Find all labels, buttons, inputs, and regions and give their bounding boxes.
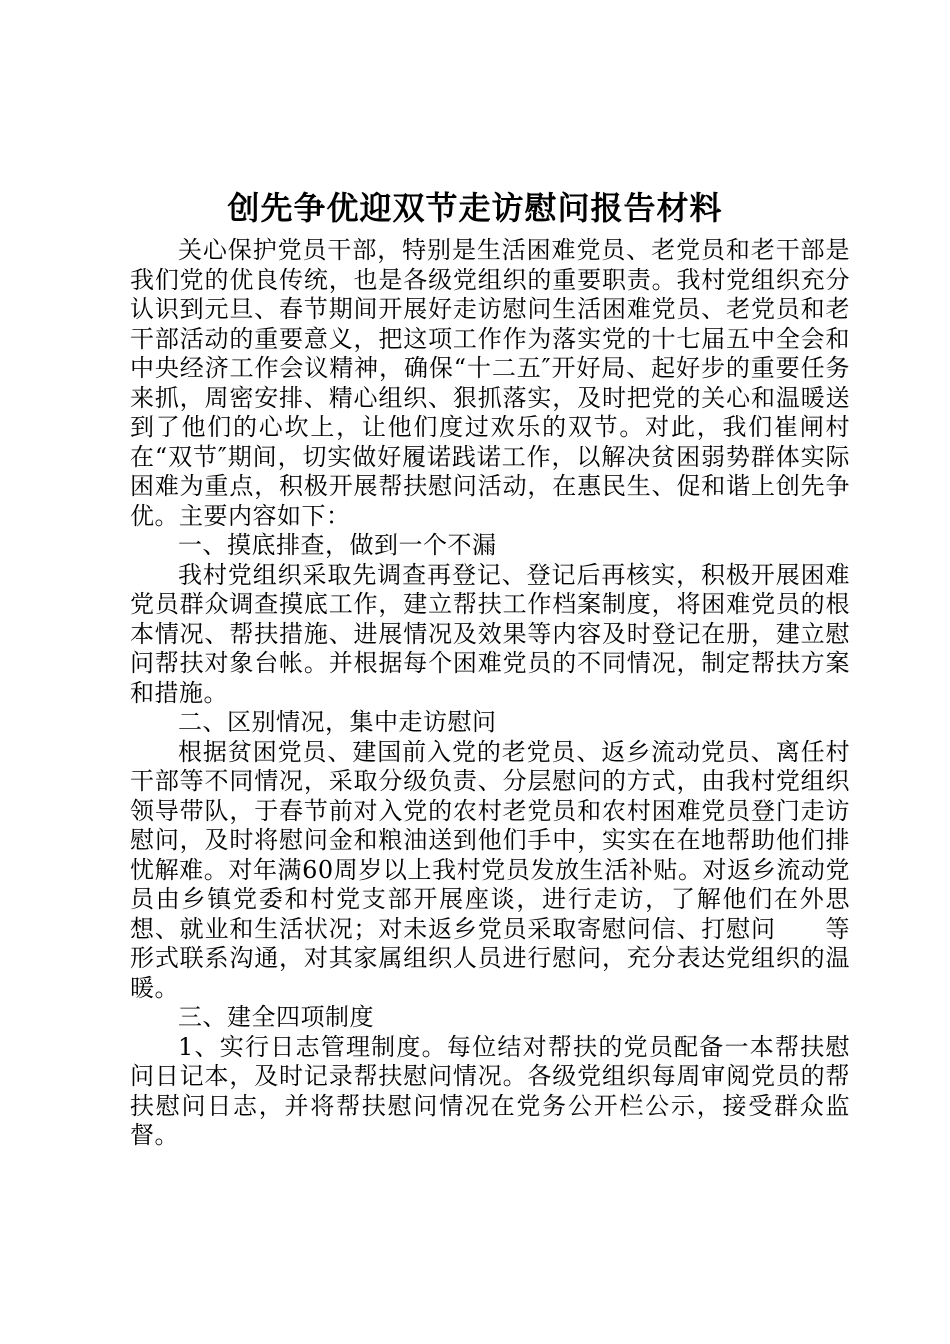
section-heading-2: 二、区别情况，集中走访慰问 <box>178 708 497 736</box>
section-2-paragraph: 根据贫困党员、建国前入党的老党员、返乡流动党员、离任村干部等不同情况，采取分级负责、分层慰问的方式，由我村党组织领导带队，于春节前对入党的农村老党员和农村困难党员登门走访慰问，及时将慰问金和粮油送到他们手中，实实在在地帮助他们排忧解难。对年满60周岁以上我村党员发放生活补贴。对返乡流动党员由乡镇党委和村党支部开展座谈，进行走访，了解他们在外思想、就业和生活状况；对未返乡党员采取寄慰问信、打慰问 等形式联系沟通，对其家属组织人员进行慰问，充分表达党组织的温暖。 <box>130 737 850 1002</box>
intro-paragraph: 关心保护党员干部，特别是生活困难党员、老党员和老干部是我们党的优良传统，也是各级党组织的重要职责。我村党组织充分认识到元旦、春节期间开展好走访慰问生活困难党员、老党员和老干部活动的重要意义，把这项工作作为落实党的十七届五中全会和中央经济工作会议精神，确保“十二五″开好局、起好步的重要任务来抓，周密安排、精心组织、狠抓落实，及时把党的关心和温暖送到了他们的心坎上，让他们度过欢乐的双节。对此，我们崔闸村在“双节″期间，切实做好履诺践诺工作，以解决贫困弱势群体实际困难为重点，积极开展帮扶慰问活动，在惠民生、促和谐上创先争优。主要内容如下： <box>130 236 850 530</box>
section-heading-1: 一、摸底排查，做到一个不漏 <box>178 531 497 559</box>
document-title: 创先争优迎双节走访慰问报告材料 <box>227 189 723 227</box>
section-1-paragraph: 我村党组织采取先调查再登记、登记后再核实，积极开展困难党员群众调查摸底工作，建立帮扶工作档案制度，将困难党员的根本情况、帮扶措施、进展情况及效果等内容及时登记在册，建立慰问帮扶对象台帐。并根据每个困难党员的不同情况，制定帮扶方案和措施。 <box>130 560 850 707</box>
document-body <box>130 236 850 1151</box>
section-heading-3: 三、建全四项制度 <box>178 1003 374 1031</box>
section-3-item-1-paragraph: 1、实行日志管理制度。每位结对帮扶的党员配备一本帮扶慰问日记本，及时记录帮扶慰问情况。各级党组织每周审阅党员的帮扶慰问日志，并将帮扶慰问情况在党务公开栏公示，接受群众监督。 <box>130 1032 850 1149</box>
